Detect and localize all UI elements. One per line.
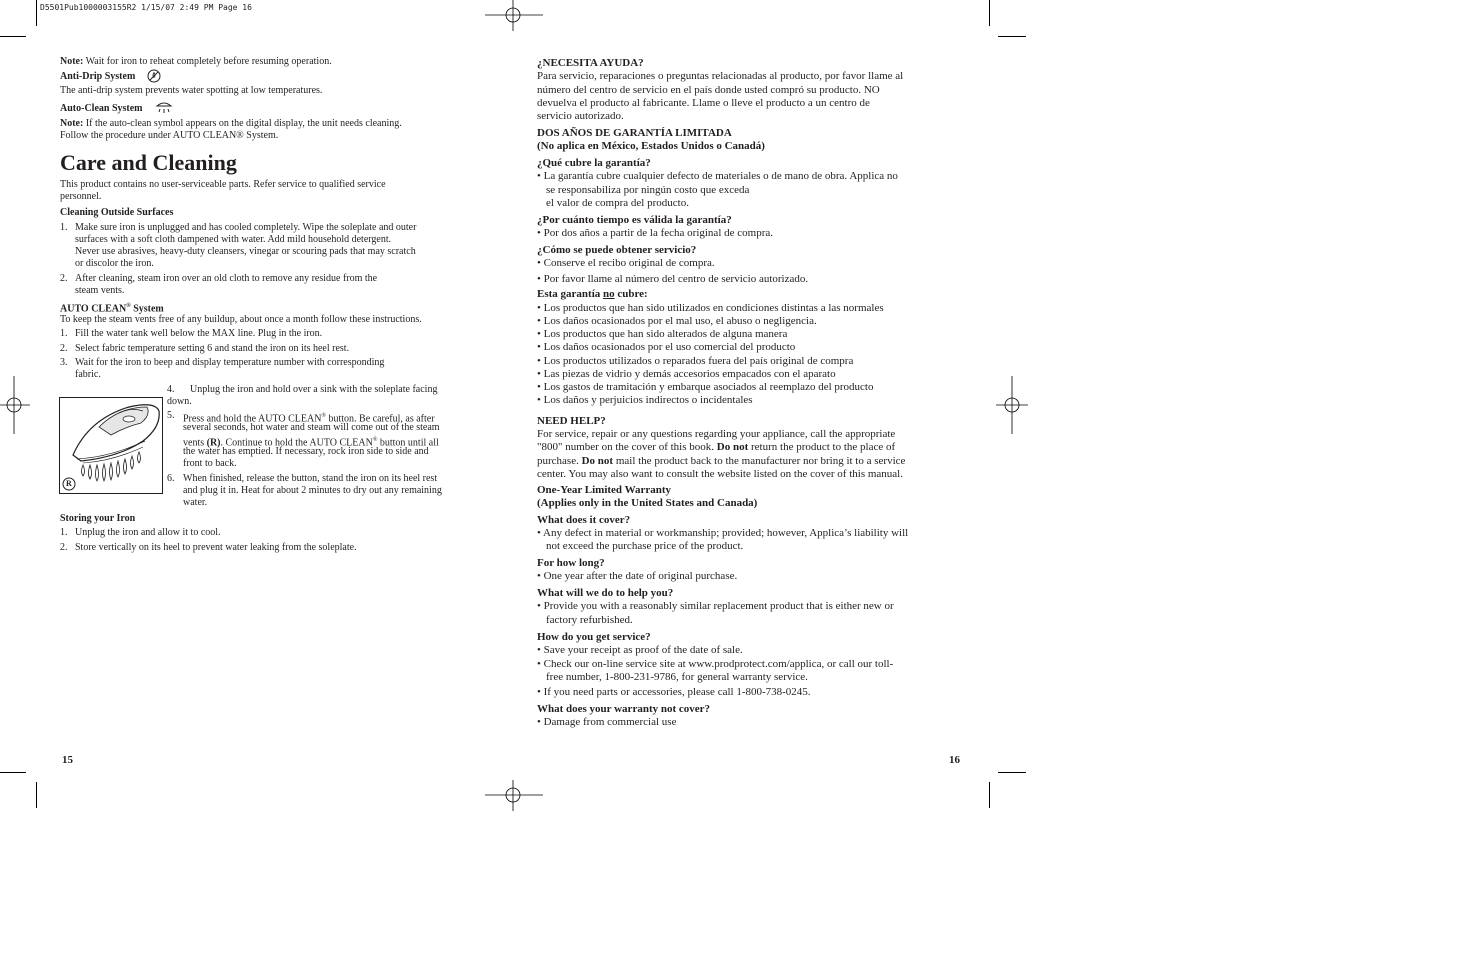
list-item: • Damage from commercial use [537, 716, 677, 728]
care-intro-2: personnel. [60, 191, 102, 202]
list-item: • Los daños y perjuicios indirectos o incidentales [537, 394, 753, 406]
list-item: the water has emptied. If necessary, rock iron side to side and [183, 446, 429, 457]
care-intro: This product contains no user-serviceable parts. Refer service to qualified service [60, 179, 386, 190]
garantia-heading: DOS AÑOS DE GARANTÍA LIMITADA [537, 127, 732, 139]
list-item: steam vents. [75, 285, 125, 296]
antidrip-text: The anti-drip system prevents water spotting at low temperatures. [60, 85, 323, 96]
list-item: • La garantía cubre cualquier defecto de materiales o de mano de obra. Applica no [537, 170, 898, 182]
print-slug: D5501Pub1000003155R2 1/15/07 2:49 PM Page 16 [40, 3, 252, 12]
list-number: 2. [60, 273, 68, 284]
list-item: • Provide you with a reasonably similar replacement product that is either new or [537, 600, 894, 612]
question-heading: What will we do to help you? [537, 587, 674, 599]
list-item: Fill the water tank well below the MAX line. Plug in the iron. [75, 328, 323, 339]
registration-mark-icon [485, 0, 543, 32]
list-item: down. [167, 396, 192, 407]
paragraph-line: número del centro de servicio en el país donde usted compró su producto. NO [537, 84, 880, 96]
question-heading: What does your warranty not cover? [537, 703, 711, 715]
list-item: free number, 1-800-231-9786, for general warranty service. [546, 671, 808, 683]
note-autoclean: Note: If the auto-clean symbol appears on the digital display, the unit needs cleaning. [60, 118, 402, 129]
list-item: • Por dos años a partir de la fecha original de compra. [537, 227, 773, 239]
list-item: Never use abrasives, heavy-duty cleansers, vinegar or scouring pads that may scratch [75, 246, 416, 257]
question-heading: For how long? [537, 557, 605, 569]
list-item: • Any defect in material or workmanship; provided; however, Applica’s liability will [537, 527, 909, 539]
list-number: 1. [60, 527, 68, 538]
list-item: Press and hold the AUTO CLEAN® button. Be careful, as after [183, 413, 435, 425]
crop-mark [0, 772, 26, 773]
crop-mark [0, 36, 26, 37]
question-heading: What does it cover? [537, 514, 631, 526]
list-item: • Check our on-line service site at www.prodprotect.com/applica, or call our toll- [537, 658, 894, 670]
note-autoclean-2: Follow the procedure under AUTO CLEAN® System. [60, 130, 279, 141]
vents-callout-label: R [66, 479, 72, 488]
list-item: Wait for the iron to beep and display temperature number with corresponding [75, 357, 385, 368]
autoclean-intro: To keep the steam vents free of any buildup, about once a month follow these instructions. [60, 314, 422, 325]
list-item: and plug it in. Heat for about 2 minutes to dry out any remaining [183, 485, 442, 496]
necesita-heading: ¿NECESITA AYUDA? [537, 57, 644, 69]
paragraph-line: For service, repair or any questions regarding your appliance, call the appropriate [537, 428, 896, 440]
paragraph-line: Para servicio, reparaciones o preguntas relacionadas al producto, por favor llame al [537, 70, 904, 82]
list-item: not exceed the purchase price of the product. [546, 540, 744, 552]
crop-mark [998, 772, 1026, 773]
list-item: Unplug the iron and hold over a sink with the soleplate facing [190, 384, 438, 395]
crop-mark [998, 36, 1026, 37]
list-item: water. [183, 497, 208, 508]
list-item: Select fabric temperature setting 6 and stand the iron on its heel rest. [75, 343, 350, 354]
paragraph-line: purchase. Do not mail the product back to the manufacturer nor bring it to a service [537, 455, 906, 467]
page-number: 15 [62, 754, 73, 766]
list-number: 2. [60, 343, 68, 354]
list-item: fabric. [75, 369, 101, 380]
page-number: 16 [949, 754, 960, 766]
cleaning-heading: Cleaning Outside Surfaces [60, 207, 174, 218]
list-item: • Los daños ocasionados por el mal uso, el abuso o negligencia. [537, 315, 817, 327]
list-item: • Conserve el recibo original de compra. [537, 257, 715, 269]
anti-drip-symbol-icon [147, 69, 161, 83]
paragraph-line: servicio autorizado. [537, 110, 624, 122]
list-item: • Los productos utilizados o reparados fuera del país original de compra [537, 355, 854, 367]
paragraph-line: center. You may also want to consult the website listed on the cover of this manual. [537, 468, 903, 480]
list-item: factory refurbished. [546, 614, 633, 626]
autoclean-heading: Auto-Clean System [60, 103, 143, 114]
warranty-subheading: (Applies only in the United States and Canada) [537, 497, 758, 509]
list-item: • If you need parts or accessories, please call 1-800-738-0245. [537, 686, 811, 698]
list-item: Make sure iron is unplugged and has cooled completely. Wipe the soleplate and outer [75, 222, 417, 233]
list-item: • One year after the date of original purchase. [537, 570, 738, 582]
note-reheat: Note: Wait for iron to reheat completely before resuming operation. [60, 56, 332, 67]
list-item: • Por favor llame al número del centro de servicio autorizado. [537, 273, 809, 285]
list-number: 4. [167, 384, 175, 395]
list-item: • Los productos que han sido utilizados en condiciones distintas a las normales [537, 302, 884, 314]
list-number: 1. [60, 328, 68, 339]
list-number: 6. [167, 473, 175, 484]
list-item: • Los gastos de tramitación y embarque asociados al reemplazo del producto [537, 381, 874, 393]
list-item: surfaces with a soft cloth dampened with water. Add mild household detergent. [75, 234, 392, 245]
warranty-heading: One-Year Limited Warranty [537, 484, 672, 496]
list-item: vents (R). Continue to hold the AUTO CLEAN® button until all [183, 437, 439, 449]
list-item: • Los productos que han sido alterados de alguna manera [537, 328, 788, 340]
question-heading: How do you get service? [537, 631, 651, 643]
list-number: 3. [60, 357, 68, 368]
list-number: 1. [60, 222, 68, 233]
list-number: 2. [60, 542, 68, 553]
list-item: • Los daños ocasionados por el uso comercial del producto [537, 341, 796, 353]
list-item: several seconds, hot water and steam will come out of the steam [183, 422, 440, 433]
autoclean-system-heading: AUTO CLEAN® System [60, 303, 164, 315]
question-heading: ¿Cómo se puede obtener servicio? [537, 244, 697, 256]
registration-mark-icon [0, 376, 30, 434]
crop-mark [36, 0, 37, 26]
list-item: • Save your receipt as proof of the date of sale. [537, 644, 743, 656]
list-item: Store vertically on its heel to prevent water leaking from the soleplate. [75, 542, 357, 553]
auto-clean-symbol-icon [155, 100, 173, 116]
list-number: 5. [167, 410, 175, 421]
question-heading: ¿Por cuánto tiempo es válida la garantía? [537, 214, 732, 226]
list-item: se responsabiliza por ningún costo que exceda [546, 184, 750, 196]
list-item: When finished, release the button, stand the iron on its heel rest [183, 473, 438, 484]
list-item: front to back. [183, 458, 237, 469]
list-item: • Las piezas de vidrio y demás accesorios empacados con el aparato [537, 368, 836, 380]
question-heading: ¿Qué cubre la garantía? [537, 157, 651, 169]
list-item: or discolor the iron. [75, 258, 154, 269]
storing-heading: Storing your Iron [60, 513, 136, 524]
list-item: el valor de compra del producto. [546, 197, 689, 209]
question-heading: Esta garantía no cubre: [537, 288, 648, 300]
registration-mark-icon [996, 376, 1028, 434]
list-item: After cleaning, steam iron over an old cloth to remove any residue from the [75, 273, 378, 284]
registration-mark-icon [485, 780, 543, 812]
garantia-subheading: (No aplica en México, Estados Unidos o Canadá) [537, 140, 765, 152]
paragraph-line: devuelva el producto al fabricante. Llame o lleve el producto a un centro de [537, 97, 870, 109]
crop-mark [36, 782, 37, 808]
need-help-heading: NEED HELP? [537, 415, 606, 427]
antidrip-heading: Anti-Drip System [60, 71, 136, 82]
page-title: Care and Cleaning [60, 150, 237, 175]
paragraph-line: "800" number on the cover of this book. Do not return the product to the place of [537, 441, 896, 453]
crop-mark [989, 0, 990, 26]
crop-mark [989, 782, 990, 808]
list-item: Unplug the iron and allow it to cool. [75, 527, 221, 538]
